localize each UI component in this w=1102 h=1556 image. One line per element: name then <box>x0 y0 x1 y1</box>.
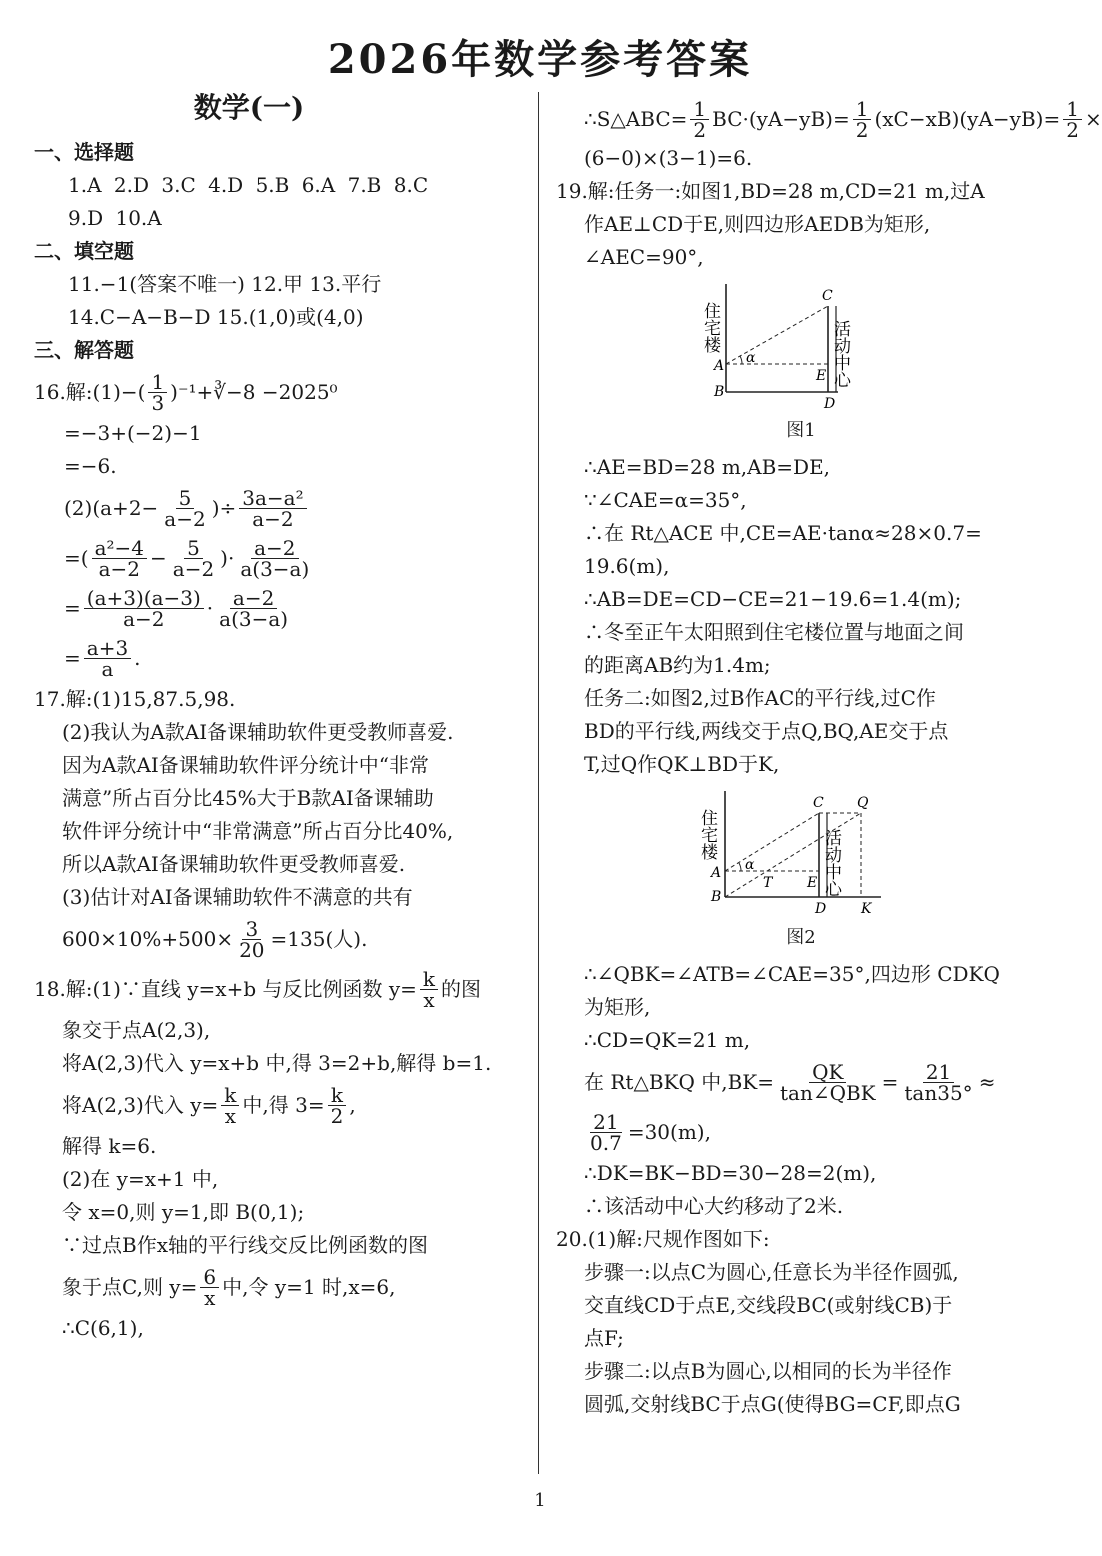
area-frac1 <box>690 96 709 142</box>
q16-2-frac2 <box>239 485 306 531</box>
area-frac3-num: 1 <box>1063 99 1082 120</box>
q19-line3: ∠AEC=90°, <box>584 245 704 269</box>
area-tail: × <box>1084 106 1102 131</box>
building-label: 住宅楼 <box>697 809 717 860</box>
point-C: C <box>813 795 824 811</box>
q16-3-frac3 <box>237 535 312 581</box>
choice-answers-row1: 1.A 2.D 3.C 4.D 5.B 6.A 7.B 8.C <box>68 173 429 197</box>
q18-9-frac-num: 6 <box>200 1267 219 1288</box>
q17-line3: 因为A款AI备课辅助软件评分统计中“非常 <box>62 753 430 777</box>
point-D: D <box>824 396 836 412</box>
q19-18-frac-den: 0.7 <box>590 1130 622 1155</box>
q18-1-tail: 的图 <box>441 976 482 1001</box>
q16-2-head: (2)(a+2− <box>64 495 159 520</box>
q16-5-tail: . <box>134 645 141 670</box>
q19-line19: ∴DK=BK−BD=30−28=2(m), <box>584 1161 877 1185</box>
point-A: A <box>714 358 725 374</box>
center-label: 活动中心 <box>821 829 841 897</box>
q16-5-head: = <box>64 645 81 670</box>
q16-4-dot: · <box>206 595 214 620</box>
q17-8-frac-den: 20 <box>239 937 265 962</box>
q20-line2: 步骤一:以点C为圆心,任意长为半径作圆弧, <box>584 1260 959 1284</box>
q20-line4: 点F; <box>584 1326 624 1350</box>
q17-line5: 软件评分统计中“非常满意”所占百分比40%, <box>62 819 454 843</box>
q17-8-frac <box>236 916 267 962</box>
q18-4-frac1 <box>221 1082 239 1128</box>
area-mid1: BC·(yA−yB)= <box>712 106 850 131</box>
q19-line15: 为矩形, <box>584 995 651 1019</box>
q19-18-frac <box>587 1109 625 1155</box>
area-line1 <box>556 96 1102 142</box>
figure-2-caption: 图2 <box>786 927 816 948</box>
q17-line7: (3)估计对AI备课辅助软件不满意的共有 <box>62 885 413 909</box>
q16-tail: )⁻¹+∛−8 −2025⁰ <box>170 379 338 404</box>
q18-4-frac2-den: 2 <box>330 1103 344 1128</box>
q16-5-frac-num: a+3 <box>84 638 131 659</box>
q19-line6: ∴在 Rt△ACE 中,CE=AE·tanα≈28×0.7= <box>584 521 982 545</box>
q16-part2-line4 <box>34 633 524 683</box>
q16-part2-line2 <box>34 533 524 583</box>
q19-18-frac-num: 21 <box>590 1112 621 1133</box>
point-C: C <box>822 288 833 304</box>
q19-line16: ∴CD=QK=21 m, <box>584 1028 751 1052</box>
q18-line8: ∵过点B作x轴的平行线交反比例函数的图 <box>62 1233 428 1257</box>
q16-3-frac3-den: a(3−a) <box>240 556 310 581</box>
figure-2 <box>556 787 1046 919</box>
q19-17-eq: = <box>881 1069 899 1094</box>
q18-9-tail: 中,令 y=1 时,x=6, <box>222 1274 396 1299</box>
q18-line7: 令 x=0,则 y=1,即 B(0,1); <box>62 1200 305 1224</box>
q18-4-frac2 <box>328 1082 347 1128</box>
q19-17-frac1-num: QK <box>809 1062 846 1083</box>
q19-line9: ∴冬至正午太阳照到住宅楼位置与地面之间 <box>584 620 964 644</box>
q16-3-head: =( <box>64 545 89 570</box>
sun-ray <box>726 306 828 364</box>
q18-line2: 象交于点A(2,3), <box>62 1018 211 1042</box>
q19-line1: 19.解:任务一:如图1,BD=28 m,CD=21 m,过A <box>556 179 985 203</box>
q17-line1: 17.解:(1)15,87.5,98. <box>34 687 236 711</box>
q16-5-frac-den: a <box>101 656 114 681</box>
point-T: T <box>763 875 773 891</box>
q18-1-frac-den: x <box>423 987 435 1012</box>
q19-line2: 作AE⊥CD于E,则四边形AEDB为矩形, <box>584 212 931 236</box>
q19-line7: 19.6(m), <box>584 554 670 578</box>
point-K: K <box>861 901 872 917</box>
q17-8-head: 600×10%+500× <box>62 926 234 951</box>
q18-line5: 解得 k=6. <box>62 1134 157 1158</box>
area-head: ∴S△ABC= <box>584 106 688 131</box>
q19-17-frac1 <box>777 1059 879 1105</box>
q18-4-frac1-num: k <box>221 1085 239 1106</box>
q16-3-frac2 <box>170 535 217 581</box>
q16-2-mid: )÷ <box>211 495 237 520</box>
q19-line17 <box>556 1057 1046 1107</box>
q16-4-frac1 <box>84 585 204 631</box>
q16-frac-den: 3 <box>151 390 165 415</box>
section-choice-heading: 一、选择题 <box>34 140 134 164</box>
q17-8-tail: =135(人). <box>270 926 368 951</box>
q16-2-frac2-den: a−2 <box>252 506 294 531</box>
alpha-arc <box>740 356 742 364</box>
figure-1 <box>556 280 1046 412</box>
q19-17-head: 在 Rt△BKQ 中,BK= <box>584 1069 774 1094</box>
q20-line5: 步骤二:以点B为圆心,以相同的长为半径作 <box>584 1359 952 1383</box>
q17-line8 <box>34 914 524 964</box>
point-A: A <box>711 865 722 881</box>
q18-line4 <box>34 1080 524 1130</box>
area-frac2-den: 2 <box>855 117 869 142</box>
q16-line2: =−3+(−2)−1 <box>64 421 202 445</box>
area-frac3-den: 2 <box>1066 117 1079 142</box>
q16-3-dot: )· <box>220 545 235 570</box>
point-E: E <box>816 368 827 384</box>
q19-17-frac2-num: 21 <box>923 1062 954 1083</box>
q16-4-frac2-num: a−2 <box>230 588 277 609</box>
area-mid2: (xC−xB)(yA−yB)= <box>874 106 1061 131</box>
q18-4-mid: 中,得 3= <box>242 1092 325 1117</box>
alpha-label: α <box>746 350 756 366</box>
q19-line11: 任务二:如图2,过B作AC的平行线,过C作 <box>584 686 936 710</box>
q18-line9 <box>34 1262 524 1312</box>
q16-3-frac1-num: a²−4 <box>92 538 147 559</box>
q19-17-frac1-den: tan∠QBK <box>779 1080 876 1105</box>
q16-4-frac1-den: a−2 <box>123 606 165 631</box>
q20-line3: 交直线CD于点E,交线段BC(或射线CB)于 <box>584 1293 953 1317</box>
choice-answers-row2: 9.D 10.A <box>68 206 162 230</box>
section-fill-heading: 二、填空题 <box>34 239 134 263</box>
figure-1-caption: 图1 <box>786 420 816 441</box>
q18-4-head: 将A(2,3)代入 y= <box>62 1092 219 1117</box>
figure-2-diagram <box>697 787 901 919</box>
q18-line1 <box>34 964 524 1014</box>
q17-line2: (2)我认为A款AI备课辅助软件更受教师喜爱. <box>62 720 454 744</box>
q16-3-frac1 <box>92 535 147 581</box>
q16-2-frac2-num: 3a−a² <box>239 488 306 509</box>
q16-part2-line1 <box>34 483 524 533</box>
area-frac3 <box>1063 96 1082 142</box>
q18-9-frac <box>200 1264 219 1310</box>
area-frac1-num: 1 <box>690 99 709 120</box>
right-column <box>556 96 1102 1421</box>
q19-line5: ∵∠CAE=α=35°, <box>584 488 747 512</box>
q19-line12: BD的平行线,两线交于点Q,BQ,AE交于点 <box>584 719 949 743</box>
area-frac1-den: 2 <box>693 117 707 142</box>
point-B: B <box>714 384 725 400</box>
q16-3-frac3-num: a−2 <box>251 538 298 559</box>
area-frac2-num: 1 <box>853 99 872 120</box>
q16-head: 16.解:(1)−( <box>34 379 146 404</box>
alpha-label: α <box>745 857 755 873</box>
q20-line6: 圆弧,交射线BC于点G(使得BG=CF,即点G <box>584 1392 961 1416</box>
q18-line10: ∴C(6,1), <box>62 1316 144 1340</box>
q16-2-frac1-num: 5 <box>176 488 195 509</box>
q17-line4: 满意”所占百分比45%大于B款AI备课辅助 <box>62 786 434 810</box>
q19-17-frac2 <box>901 1059 975 1105</box>
q16-3-frac2-num: 5 <box>184 538 203 559</box>
page-title: 2026年数学参考答案 <box>327 36 753 83</box>
q16-3-frac1-den: a−2 <box>98 556 140 581</box>
q17-8-frac-num: 3 <box>242 919 261 940</box>
page-number: 1 <box>534 1490 546 1511</box>
q18-4-frac1-den: x <box>224 1103 236 1128</box>
q16-4-frac2 <box>216 585 291 631</box>
q16-line1 <box>34 367 524 417</box>
section-subtitle: 数学(一) <box>193 91 305 124</box>
q16-2-frac1-den: a−2 <box>164 506 206 531</box>
left-column <box>34 86 524 1345</box>
point-D: D <box>815 901 827 917</box>
q19-18-tail: =30(m), <box>627 1119 711 1144</box>
center-label: 活动中心 <box>830 320 850 388</box>
point-E: E <box>807 875 818 891</box>
q16-4-frac1-num: (a+3)(a−3) <box>84 588 204 609</box>
q19-line20: ∴该活动中心大约移动了2米. <box>584 1194 844 1218</box>
q16-4-head: = <box>64 595 81 620</box>
q16-2-frac1 <box>161 485 208 531</box>
q16-part2-line3 <box>34 583 524 633</box>
fill-answers-row2: 14.C−A−B−D 15.(1,0)或(4,0) <box>68 305 364 329</box>
q18-1-frac-num: k <box>420 969 438 990</box>
q19-17-frac2-den: tan35° <box>904 1080 973 1105</box>
q18-4-tail: , <box>349 1092 356 1117</box>
q16-fraction <box>148 369 167 415</box>
q16-5-frac <box>84 635 131 681</box>
q16-frac-num: 1 <box>148 372 167 393</box>
area-line2: (6−0)×(3−1)=6. <box>584 146 753 170</box>
q17-line6: 所以A款AI备课辅助软件更受教师喜爱. <box>62 852 406 876</box>
q16-line3: =−6. <box>64 454 117 478</box>
q18-9-frac-den: x <box>204 1285 216 1310</box>
q18-1-head: 18.解:(1)∵直线 y=x+b 与反比例函数 y= <box>34 976 417 1001</box>
point-Q: Q <box>857 795 869 811</box>
q20-line1: 20.(1)解:尺规作图如下: <box>556 1227 770 1251</box>
q18-9-head: 象于点C,则 y= <box>62 1274 198 1299</box>
q18-4-frac2-num: k <box>328 1085 346 1106</box>
q18-line6: (2)在 y=x+1 中, <box>62 1167 219 1191</box>
section-solve-heading: 三、解答题 <box>34 338 134 362</box>
figure-1-diagram <box>700 280 896 412</box>
alpha-arc <box>739 863 741 871</box>
q19-line4: ∴AE=BD=28 m,AB=DE, <box>584 455 831 479</box>
sun-ray <box>725 813 819 871</box>
q18-1-frac <box>420 966 438 1012</box>
point-B: B <box>711 889 722 905</box>
q19-line10: 的距离AB约为1.4m; <box>584 653 771 677</box>
q19-line8: ∴AB=DE=CD−CE=21−19.6=1.4(m); <box>584 587 962 611</box>
q16-3-minus: − <box>150 545 167 570</box>
q19-17-tail: ≈ <box>978 1069 996 1094</box>
area-frac2 <box>853 96 872 142</box>
fill-answers-row1: 11.−1(答案不唯一) 12.甲 13.平行 <box>68 272 382 296</box>
q16-3-frac2-den: a−2 <box>172 556 215 581</box>
q18-line3: 将A(2,3)代入 y=x+b 中,得 3=2+b,解得 b=1. <box>62 1051 492 1075</box>
building-label: 住宅楼 <box>700 302 720 353</box>
q19-line18 <box>556 1107 1046 1157</box>
q16-4-frac2-den: a(3−a) <box>219 606 289 631</box>
column-divider <box>538 92 539 1474</box>
q19-line14: ∴∠QBK=∠ATB=∠CAE=35°,四边形 CDKQ <box>584 962 1000 986</box>
q19-line13: T,过Q作QK⊥BD于K, <box>584 752 780 776</box>
